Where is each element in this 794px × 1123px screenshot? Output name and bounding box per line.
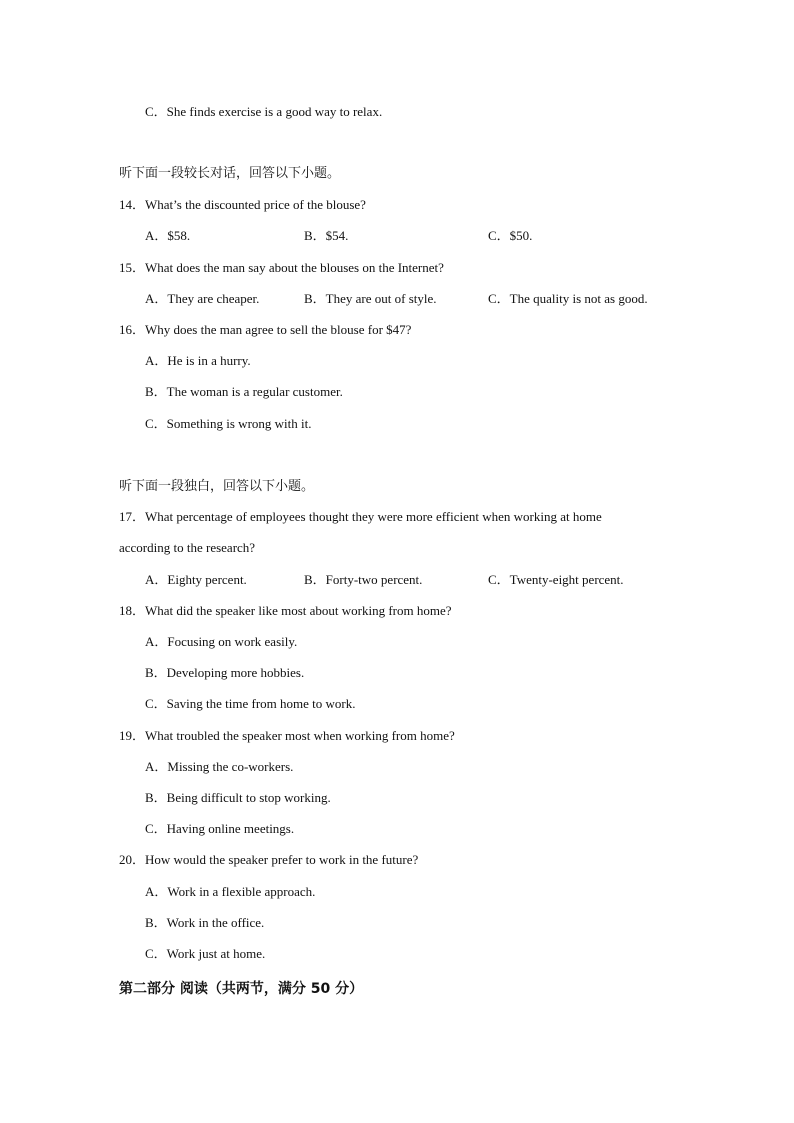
question-16: 16．Why does the man agree to sell the blouse for $47? bbox=[119, 322, 412, 337]
q15-option-c: C．The quality is not as good. bbox=[488, 291, 648, 306]
question-20: 20．How would the speaker prefer to work in the future? bbox=[119, 852, 419, 867]
q19-option-b: B．Being difficult to stop working. bbox=[145, 790, 331, 805]
q18-option-a: A．Focusing on work easily. bbox=[145, 634, 298, 649]
q18-option-c: C．Saving the time from home to work. bbox=[145, 696, 356, 711]
q16-option-b: B．The woman is a regular customer. bbox=[145, 384, 343, 399]
q17-option-a: A．Eighty percent. bbox=[145, 572, 247, 587]
q17-option-b: B．Forty-two percent. bbox=[304, 572, 423, 587]
instruction-monologue: 听下面一段独白，回答以下小题。 bbox=[119, 479, 315, 494]
question-19: 19．What troubled the speaker most when working from home? bbox=[119, 728, 455, 743]
prev-q13-option-c: C．She finds exercise is a good way to relax. bbox=[145, 104, 383, 119]
q15-option-b: B．They are out of style. bbox=[304, 291, 437, 306]
q19-option-c: C．Having online meetings. bbox=[145, 821, 295, 836]
q17-option-c: C．Twenty-eight percent. bbox=[488, 572, 624, 587]
q18-option-b: B．Developing more hobbies. bbox=[145, 665, 305, 680]
q14-option-a: A．$58. bbox=[145, 228, 191, 243]
q20-option-a: A．Work in a flexible approach. bbox=[145, 884, 316, 899]
q19-option-a: A．Missing the co-workers. bbox=[145, 759, 294, 774]
q20-option-b: B．Work in the office. bbox=[145, 915, 265, 930]
instruction-dialogue: 听下面一段较长对话，回答以下小题。 bbox=[119, 166, 341, 181]
q16-option-c: C．Something is wrong with it. bbox=[145, 416, 312, 431]
question-14: 14．What’s the discounted price of the blouse? bbox=[119, 197, 366, 212]
question-15: 15．What does the man say about the blouses on the Internet? bbox=[119, 260, 444, 275]
q14-option-c: C．$50. bbox=[488, 228, 533, 243]
q20-option-c: C．Work just at home. bbox=[145, 946, 266, 961]
question-17-line-2: according to the research? bbox=[119, 540, 256, 555]
question-18: 18．What did the speaker like most about working from home? bbox=[119, 603, 452, 618]
q14-option-b: B．$54. bbox=[304, 228, 349, 243]
part-two-title: 第二部分 阅读（共两节，满分 50 分） bbox=[119, 981, 364, 997]
q15-option-a: A．They are cheaper. bbox=[145, 291, 260, 306]
question-17-line-1: 17．What percentage of employees thought they were more efficient when working at home bbox=[119, 509, 602, 524]
q16-option-a: A．He is in a hurry. bbox=[145, 353, 251, 368]
